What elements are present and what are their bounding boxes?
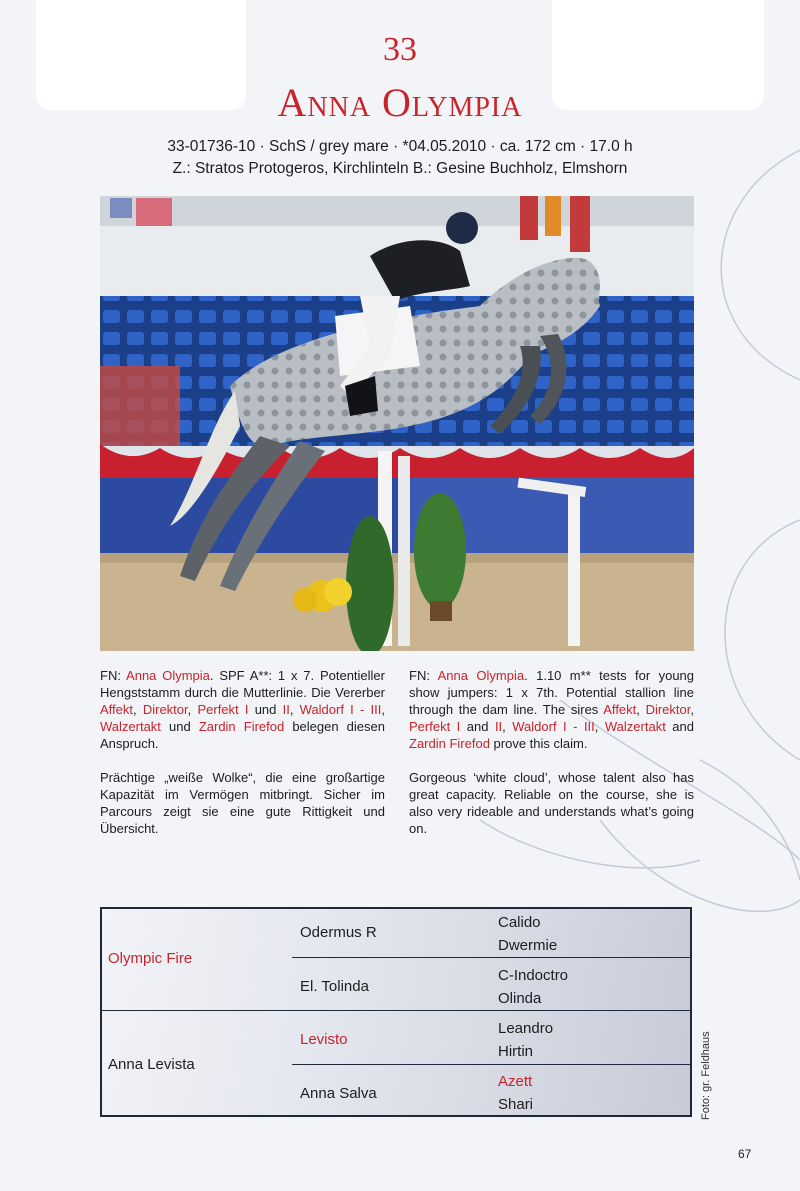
highlighted-name: Affekt <box>100 702 134 717</box>
highlighted-name: Walzertakt <box>604 719 666 734</box>
pedigree-dam-dam-dam: Shari <box>498 1096 534 1113</box>
text-segment: , <box>133 702 143 717</box>
pedigree-divider <box>292 957 690 958</box>
pedigree-sire-dam-sire: C-Indoctro <box>498 967 569 984</box>
highlighted-name: Perfekt I <box>409 719 461 734</box>
text-segment: . SPF A**: 1 x 7. Potentieller Hengststamm durch die Mutterlinie. Die Vererber <box>100 668 385 700</box>
pedigree-divider-main <box>102 1010 690 1011</box>
photo-credit: Foto: gr. Feldhaus <box>700 1031 712 1120</box>
highlighted-name: Walzertakt <box>100 719 161 734</box>
pedigree-sire-sire-sire: Calido <box>498 914 541 931</box>
breeder-owner-line: Z.: Stratos Protogeros, Kirchlinteln B.: Gesine Buchholz, Elmshorn <box>172 160 628 177</box>
horse-photo <box>100 196 694 651</box>
text-segment: , <box>636 702 646 717</box>
description-german <box>100 667 385 854</box>
text-segment: belegen diesen Anspruch. <box>100 719 385 751</box>
description-de-paragraph-1 <box>100 667 385 752</box>
pedigree-dam-sire-dam: Hirtin <box>498 1043 534 1060</box>
text-segment: FN: <box>100 668 127 683</box>
pedigree-dam-sire-sire: Leandro <box>498 1020 554 1037</box>
highlighted-name: Zardin Firefod <box>198 719 285 734</box>
text-segment: , <box>594 719 605 734</box>
text-segment: and <box>665 719 694 734</box>
text-segment: and <box>460 719 495 734</box>
text-segment: , <box>289 702 300 717</box>
description-en-paragraph-2: Gorgeous ‘white cloud’, whose talent also has great capacity. Reliable on the course, she is also very rideable and understands what’s going on. <box>409 770 694 836</box>
highlighted-name: II <box>494 719 503 734</box>
highlighted-name: Direktor <box>142 702 188 717</box>
text-segment: . 1.10 m** tests for young show jumpers: 1 x 7th. Potential stallion line through the dam line. The sires <box>409 668 695 717</box>
highlighted-name: Waldorf I - III <box>512 719 595 734</box>
pedigree-sire-sire: Odermus R <box>300 924 377 941</box>
pedigree-sire-dam-dam: Olinda <box>498 990 542 1007</box>
page-number: 67 <box>738 1147 752 1161</box>
text-segment: FN: <box>409 668 438 683</box>
pedigree-dam-dam-sire: Azett <box>498 1073 533 1090</box>
highlighted-name: Anna Olympia <box>437 668 525 683</box>
highlighted-name: II <box>282 702 290 717</box>
text-segment: , <box>502 719 513 734</box>
text-segment: und <box>248 702 283 717</box>
pedigree-sire-sire-dam: Dwermie <box>498 937 558 954</box>
pedigree-sire: Olympic Fire <box>108 950 193 967</box>
description-english <box>409 667 694 854</box>
highlighted-name: Affekt <box>603 702 637 717</box>
text-segment: prove this claim. <box>489 736 588 751</box>
horse-name: Anna Olympia <box>277 80 523 125</box>
highlighted-name: Zardin Firefod <box>409 736 490 751</box>
description-de-paragraph-2: Prächtige „weiße Wolke“, die eine großartige Kapazität im Vermögen mitbringt. Sicher im Parcours zeigt sie eine gute Rittigkeit und Übersicht. <box>100 770 385 836</box>
pedigree-dam: Anna Levista <box>108 1056 195 1073</box>
horse-meta-line: 33-01736-10 · SchS / grey mare · *04.05.2010 · ca. 172 cm · 17.0 h <box>167 138 633 155</box>
pedigree-sire-dam: El. Tolinda <box>300 978 369 995</box>
lot-number: 33 <box>383 31 417 68</box>
highlighted-name: Anna Olympia <box>126 668 210 683</box>
text-segment: , <box>381 702 385 717</box>
description-en-paragraph-1 <box>409 667 694 752</box>
pedigree-dam-dam: Anna Salva <box>300 1085 377 1102</box>
pedigree-dam-sire: Levisto <box>300 1031 348 1048</box>
highlighted-name: Waldorf I - III <box>299 702 382 717</box>
pedigree-divider <box>292 1064 690 1065</box>
pedigree-table <box>100 907 692 1117</box>
highlighted-name: Perfekt I <box>197 702 249 717</box>
text-segment: , <box>690 702 694 717</box>
text-segment: und <box>160 719 199 734</box>
highlighted-name: Direktor <box>645 702 691 717</box>
text-segment: , <box>187 702 198 717</box>
grey-horse-jumping-icon <box>100 196 694 651</box>
